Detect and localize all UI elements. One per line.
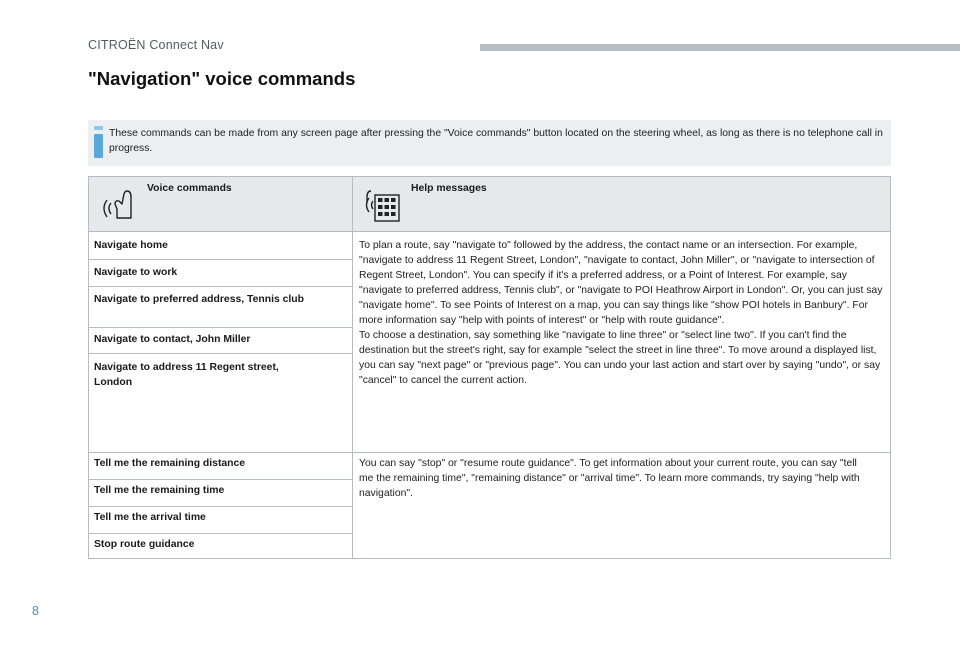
row-divider (89, 533, 353, 534)
row-divider (89, 353, 353, 354)
command-navigate-contact: Navigate to contact, John Miller (94, 334, 251, 345)
row-divider (89, 327, 353, 328)
command-arrival-time: Tell me the arrival time (94, 512, 206, 523)
voice-hand-icon (101, 183, 141, 225)
info-note (88, 120, 891, 166)
page-number: 8 (32, 604, 39, 618)
table-header (89, 177, 890, 232)
command-navigate-address: Navigate to address 11 Regent street, London (94, 362, 279, 388)
row-divider (89, 259, 353, 260)
voice-commands-table (88, 176, 891, 559)
header-brand: CITROËN Connect Nav (88, 38, 224, 52)
command-navigate-home: Navigate home (94, 240, 168, 251)
help-message-navigation: To plan a route, say "navigate to" followed by the address, the contact name or an intersection. For example, "navigate to address 11 Regent Street, London", "navigate to contact, John Miller", or "navigate to intersection of Regent Street, London". You can specify if it's a preferred address, or a Point of Interest. For example, say "navigate to preferred address, Tennis club", or "navigate to POI Heathrow Airport in London". Or, you can just say "navigate home". To see Points of Interest on a map, you can say things like "show POI hotels in Banbury". For more information say "help with points of interest" or "help with route guidance". To choose a destination, say something like "navigate to line three" or "select line two". If you can't find the destination but the street's right, say for example "select the street in line three". To move around a displayed list, you can say "next page" or "previous page". You can undo your last action and start over by saying "undo", or say "cancel" to cancel the current action. (359, 240, 883, 386)
header-help-messages (353, 177, 890, 232)
command-remaining-time: Tell me the remaining time (94, 485, 225, 496)
command-remaining-distance: Tell me the remaining distance (94, 458, 246, 469)
row-divider (89, 286, 353, 287)
info-note-text: These commands can be made from any screen page after pressing the "Voice commands" button located on the steering wheel, as long as there is no telephone call in progress. (109, 128, 883, 154)
command-navigate-work: Navigate to work (94, 267, 178, 278)
column-divider (352, 232, 353, 558)
header-voice-commands-label: Voice commands (147, 183, 232, 194)
command-stop-guidance: Stop route guidance (94, 539, 195, 550)
command-navigate-preferred: Navigate to preferred address, Tennis club (94, 294, 304, 305)
row-divider (89, 479, 353, 480)
group-divider (89, 452, 890, 453)
row-divider (89, 506, 353, 507)
header-help-messages-label: Help messages (411, 183, 487, 194)
page-title: "Navigation" voice commands (88, 68, 356, 89)
info-i-icon (94, 126, 104, 159)
header-bar (480, 44, 960, 51)
header-voice-commands (89, 177, 353, 232)
voice-screen-icon (361, 183, 401, 225)
help-message-route-info: You can say "stop" or "resume route guidance". To get information about your current route, you can say "tell me the remaining time", "remaining distance" or "arrival time". To learn more commands, try saying "help with navigation". (359, 458, 860, 499)
